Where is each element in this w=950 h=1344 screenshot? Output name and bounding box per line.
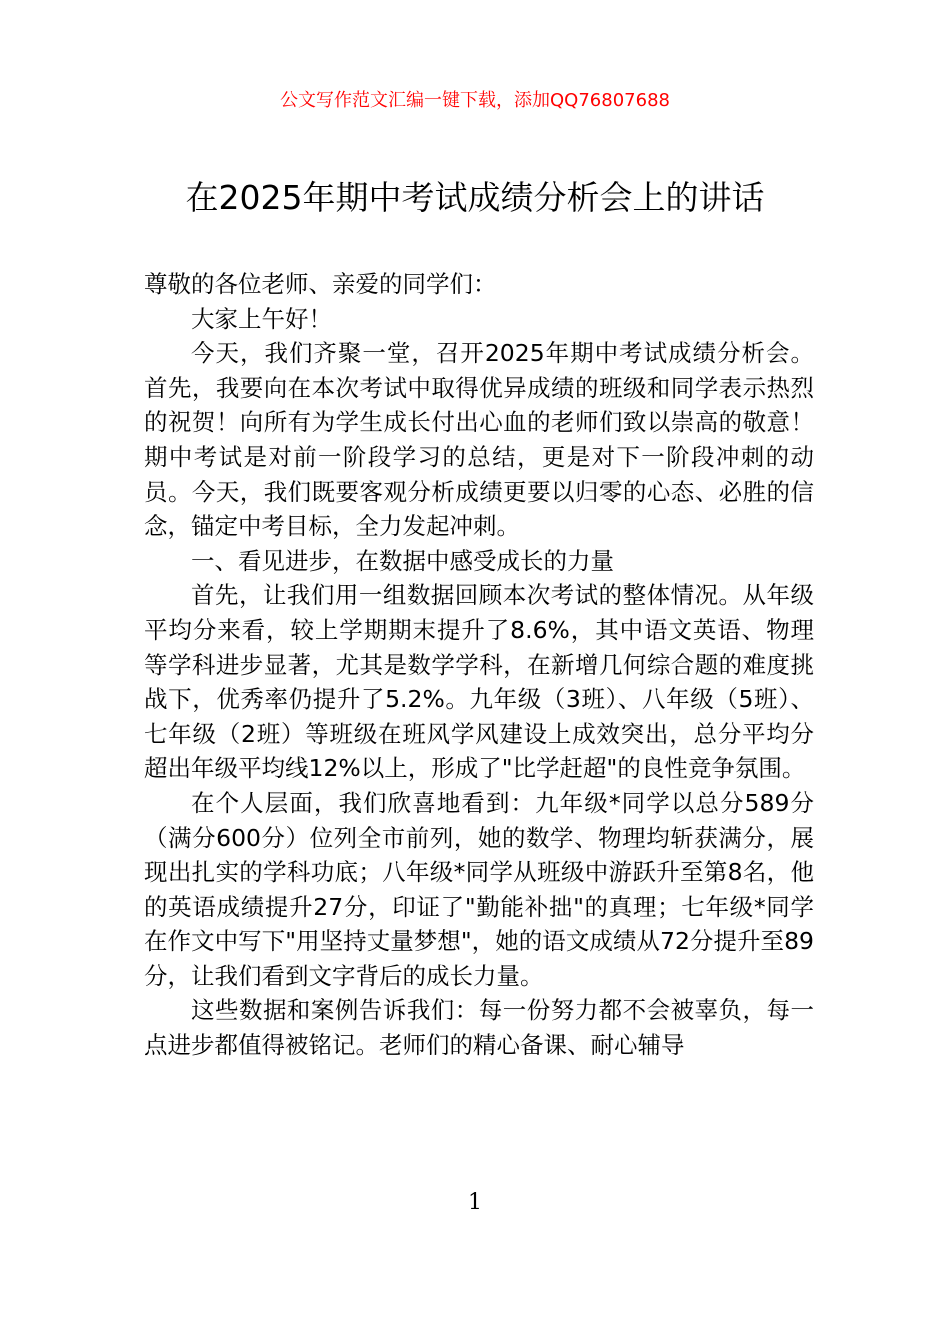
- header-note: 公文写作范文汇编一键下载，添加QQ76807688: [280, 90, 670, 111]
- paragraph-data-overview: 首先，让我们用一组数据回顾本次考试的整体情况。从年级平均分来看，较上学期期末提升了8.6%，其中语文英语、物理等学科进步显著，尤其是数学学科，在新增几何综合题的难度挑战下，优秀率仍提升了5.2%。九年级（3班）、八年级（5班）、七年级（2班）等班级在班风学风建设上成效突出，总分平均分超出年级平均线12%以上，形成了"比学赶超"的良性竞争氛围。: [144, 581, 814, 783]
- salutation: 尊敬的各位老师、亲爱的同学们：: [144, 270, 497, 298]
- page-number: 1: [468, 1190, 482, 1215]
- paragraph-intro: 今天，我们齐聚一堂，召开2025年期中考试成绩分析会。首先，我要向在本次考试中取得优异成绩的班级和同学表示热烈的祝贺！向所有为学生成长付出心血的老师们致以崇高的敬意！期中考试是对前一阶段学习的总结，更是对下一阶段冲刺的动员。今天，我们既要客观分析成绩更要以归零的心态、必胜的信念，锚定中考目标，全力发起冲刺。: [144, 339, 814, 541]
- document-body: [144, 267, 814, 1063]
- section-heading-1: 一、看见进步，在数据中感受成长的力量: [191, 546, 614, 575]
- greeting: 大家上午好！: [191, 304, 332, 333]
- document-title: 在2025年期中考试成绩分析会上的讲话: [185, 178, 765, 217]
- paragraph-individual: 在个人层面，我们欣喜地看到：九年级*同学以总分589分（满分600分）位列全市前列，她的数学、物理均斩获满分，展现出扎实的学科功底；八年级*同学从班级中游跃升至第8名，他的英语成绩提升27分，印证了"勤能补拙"的真理；七年级*同学在作文中写下"用坚持丈量梦想"，她的语文成绩从72分提升至89分，让我们看到文字背后的成长力量。: [144, 788, 814, 990]
- paragraph-conclusion: 这些数据和案例告诉我们：每一份努力都不会被辜负，每一点进步都值得被铭记。老师们的精心备课、耐心辅导: [144, 996, 814, 1060]
